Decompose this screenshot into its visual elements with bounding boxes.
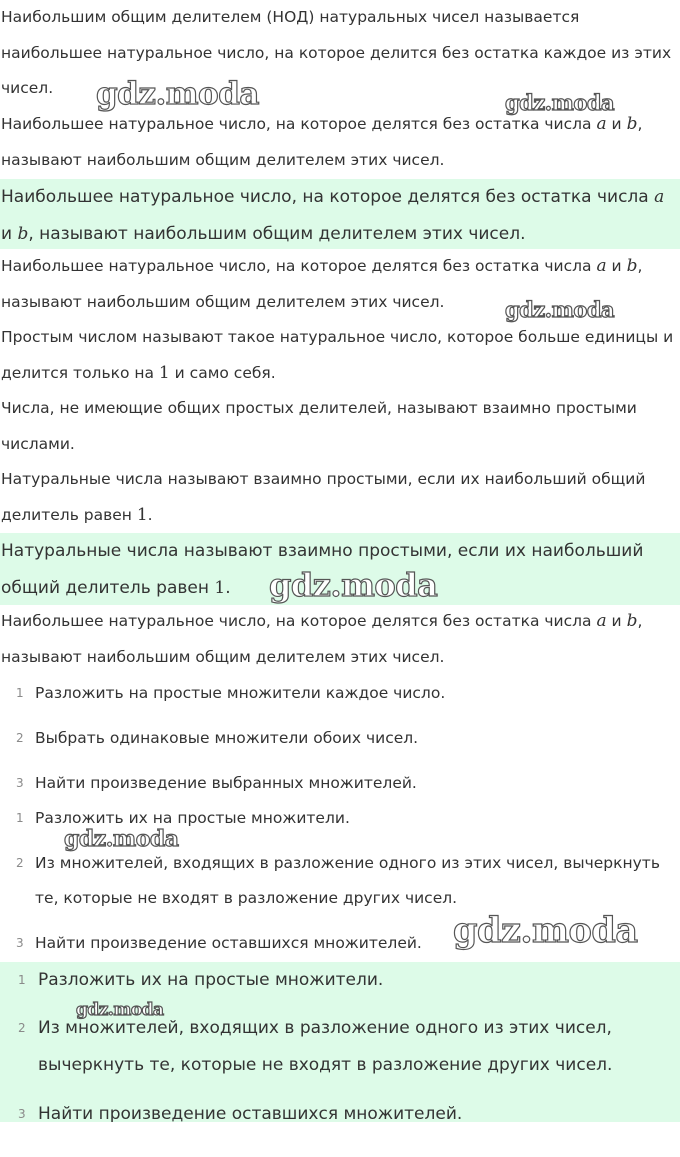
list-item: 2 Выбрать одинаковые множители обоих чисел. [16,729,419,747]
list-item: 3 Найти произведение оставшихся множителей. [16,934,422,952]
watermark-logo: gdz.moda [505,90,615,115]
definition-gcd-alt-2: Наибольшее натуральное число, на которое делятся без остатка числа a и b, называют наибольшим общим делителем этих чисел. [1,256,643,311]
list-item: 1 Разложить их на простые множители. [16,809,350,827]
watermark-logo: gdz.moda [76,1000,164,1020]
definition-gcd: Наибольшим общим делителем (НОД) натуральных чисел называется наибольшее натуральное число, на которое делится без остатка каждое из этих чисел. [1,8,672,97]
definition-gcd-alt-3: Наибольшее натуральное число, на которое делятся без остатка числа a и b, называют наибольшим общим делителем этих чисел. [1,611,643,666]
definition-coprime: Числа, не имеющие общих простых делителей, называют взаимно простыми числами. [1,399,637,453]
steps-list-highlighted [0,962,680,1122]
definition-gcd-highlighted: Наибольшее натуральное число, на которое делятся без остатка числа a и b, называют наибольшим общим делителем этих чисел. [0,179,680,249]
definition-prime: Простым числом называют такое натуральное число, которое больше единицы и делится только на 1 и само себя. [1,328,674,383]
watermark-logo: gdz.moda [505,297,615,322]
list-item: 2 Из множителей, входящих в разложение одного из этих чисел, вычеркнуть те, которые не входят в разложение других чисел. [16,854,660,907]
watermark-logo: gdz.moda [96,76,259,112]
definition-coprime-highlighted: Натуральные числа называют взаимно простыми, если их наибольший общий делитель равен 1. [0,533,680,605]
watermark-logo: gdz.moda [269,566,438,604]
list-item: 2 Из множителей, входящих в разложение одного из этих чисел, вычеркнуть те, которые не входят в разложение других чисел. [18,1018,613,1075]
definition-coprime-gcd: Натуральные числа называют взаимно простыми, если их наибольший общий делитель равен 1. [1,470,646,525]
list-item: 3 Найти произведение оставшихся множителей. [18,1104,463,1122]
watermark-logo: gdz.moda [453,910,638,951]
definition-gcd-alt-1: Наибольшее натуральное число, на которое делятся без остатка числа a и b, называют наибольшим общим делителем этих чисел. [1,114,643,169]
list-item: 1 Разложить на простые множители каждое число. [16,684,446,702]
list-item: 1 Разложить их на простые множители. [18,970,384,990]
list-item: 3 Найти произведение выбранных множителей. [16,774,417,792]
watermark-logo: gdz.moda [64,826,179,852]
steps-list-1 [0,676,680,801]
